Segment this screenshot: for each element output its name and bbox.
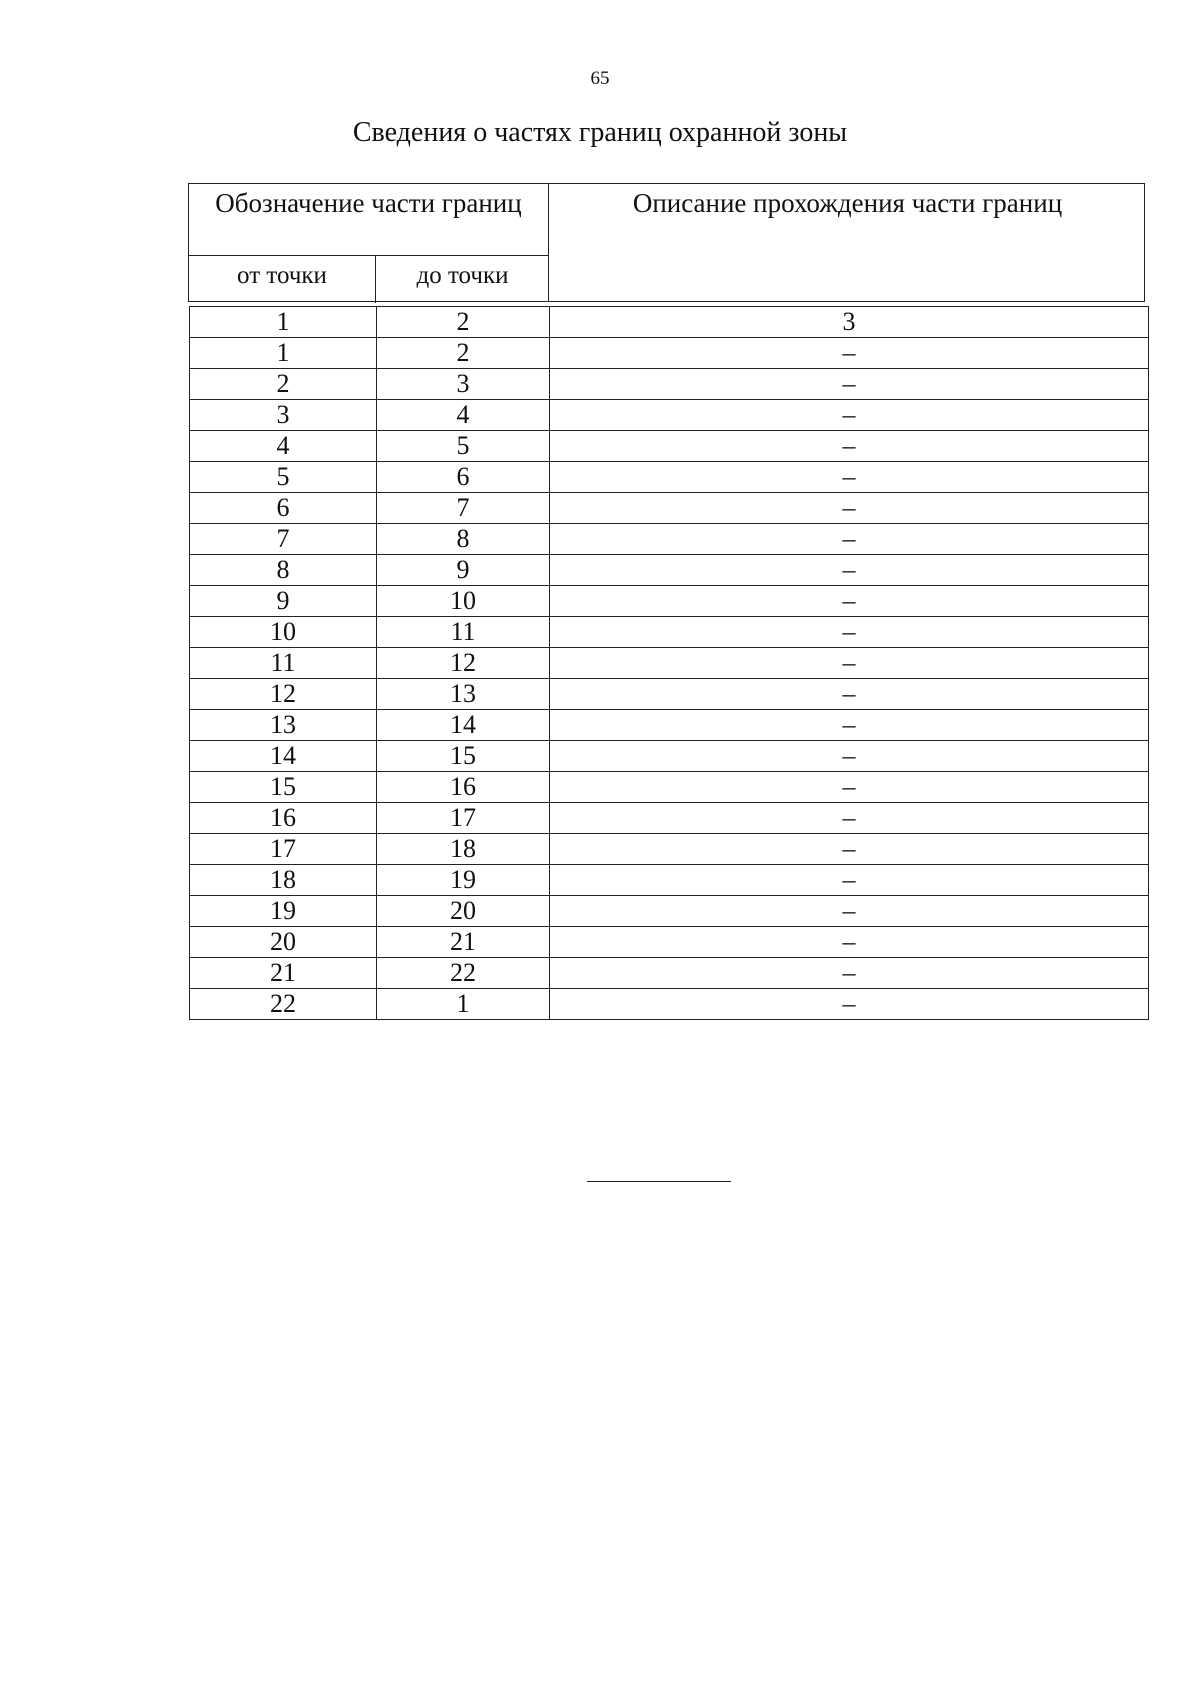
table-row <box>190 431 1149 462</box>
table-row <box>190 989 1149 1020</box>
table-row <box>190 586 1149 617</box>
table-header <box>188 183 1145 302</box>
description-cell: – <box>550 958 1149 989</box>
to-point-cell: 4 <box>377 400 550 431</box>
description-cell: – <box>550 462 1149 493</box>
to-point-cell: 12 <box>377 648 550 679</box>
to-point-cell: 15 <box>377 741 550 772</box>
to-point-cell: 21 <box>377 927 550 958</box>
description-cell: – <box>550 369 1149 400</box>
table-row <box>190 803 1149 834</box>
table-row <box>190 865 1149 896</box>
header-to-point: до точки <box>416 262 509 289</box>
from-point-cell: 15 <box>190 772 377 803</box>
from-point-cell: 14 <box>190 741 377 772</box>
table-row <box>190 896 1149 927</box>
table-row <box>190 834 1149 865</box>
to-point-cell: 19 <box>377 865 550 896</box>
from-point-cell: 5 <box>190 462 377 493</box>
to-point-cell: 7 <box>377 493 550 524</box>
to-point-cell: 10 <box>377 586 550 617</box>
from-point-cell: 20 <box>190 927 377 958</box>
header-designation-column <box>189 184 549 301</box>
from-point-cell: 19 <box>190 896 377 927</box>
to-point-cell: 2 <box>377 338 550 369</box>
column-number-cell: 2 <box>377 307 550 338</box>
table-row <box>190 369 1149 400</box>
to-point-cell: 17 <box>377 803 550 834</box>
to-point-cell: 1 <box>377 989 550 1020</box>
from-point-cell: 11 <box>190 648 377 679</box>
to-point-cell: 8 <box>377 524 550 555</box>
description-cell: – <box>550 679 1149 710</box>
column-number-row <box>190 307 1149 338</box>
table-row <box>190 741 1149 772</box>
description-cell: – <box>550 617 1149 648</box>
to-point-cell: 22 <box>377 958 550 989</box>
column-number-cell: 1 <box>190 307 377 338</box>
page-title: Сведения о частях границ охранной зоны <box>352 117 848 148</box>
from-point-cell: 18 <box>190 865 377 896</box>
from-point-cell: 13 <box>190 710 377 741</box>
table-row <box>190 772 1149 803</box>
from-point-cell: 16 <box>190 803 377 834</box>
table-row <box>190 958 1149 989</box>
from-point-cell: 2 <box>190 369 377 400</box>
description-cell: – <box>550 865 1149 896</box>
header-from-point: от точки <box>189 256 376 303</box>
from-point-cell: 9 <box>190 586 377 617</box>
description-cell: – <box>550 555 1149 586</box>
description-cell: – <box>550 834 1149 865</box>
to-point-cell: 14 <box>377 710 550 741</box>
description-cell: – <box>550 586 1149 617</box>
table-row <box>190 679 1149 710</box>
boundary-parts-table <box>189 306 1149 1020</box>
description-cell: – <box>550 989 1149 1020</box>
description-cell: – <box>550 896 1149 927</box>
description-cell: – <box>550 400 1149 431</box>
description-cell: – <box>550 741 1149 772</box>
to-point-cell: 20 <box>377 896 550 927</box>
from-point-cell: 17 <box>190 834 377 865</box>
to-point-cell: 3 <box>377 369 550 400</box>
table-row <box>190 524 1149 555</box>
description-cell: – <box>550 772 1149 803</box>
table-row <box>190 555 1149 586</box>
header-description-label: Описание прохождения части границ <box>632 188 1063 218</box>
to-point-cell: 11 <box>377 617 550 648</box>
from-point-cell: 3 <box>190 400 377 431</box>
description-cell: – <box>550 648 1149 679</box>
description-cell: – <box>550 524 1149 555</box>
table-row <box>190 648 1149 679</box>
to-point-cell: 6 <box>377 462 550 493</box>
header-subheader <box>189 255 548 303</box>
description-cell: – <box>550 431 1149 462</box>
description-cell: – <box>550 803 1149 834</box>
header-designation-label: Обозначение части границ <box>215 188 522 218</box>
from-point-cell: 8 <box>190 555 377 586</box>
description-cell: – <box>550 493 1149 524</box>
table-row <box>190 493 1149 524</box>
from-point-cell: 12 <box>190 679 377 710</box>
table-row <box>190 462 1149 493</box>
description-cell: – <box>550 710 1149 741</box>
column-number-cell: 3 <box>550 307 1149 338</box>
table-row <box>190 617 1149 648</box>
from-point-cell: 22 <box>190 989 377 1020</box>
table-row <box>190 338 1149 369</box>
to-point-cell: 13 <box>377 679 550 710</box>
description-cell: – <box>550 338 1149 369</box>
page-number: 65 <box>590 68 610 89</box>
from-point-cell: 4 <box>190 431 377 462</box>
description-cell: – <box>550 927 1149 958</box>
from-point-cell: 1 <box>190 338 377 369</box>
table-row <box>190 400 1149 431</box>
from-point-cell: 7 <box>190 524 377 555</box>
from-point-cell: 10 <box>190 617 377 648</box>
to-point-cell: 16 <box>377 772 550 803</box>
from-point-cell: 6 <box>190 493 377 524</box>
table-row <box>190 710 1149 741</box>
closing-rule <box>587 1181 731 1182</box>
to-point-cell: 9 <box>377 555 550 586</box>
from-point-cell: 21 <box>190 958 377 989</box>
table-row <box>190 927 1149 958</box>
to-point-cell: 18 <box>377 834 550 865</box>
to-point-cell: 5 <box>377 431 550 462</box>
